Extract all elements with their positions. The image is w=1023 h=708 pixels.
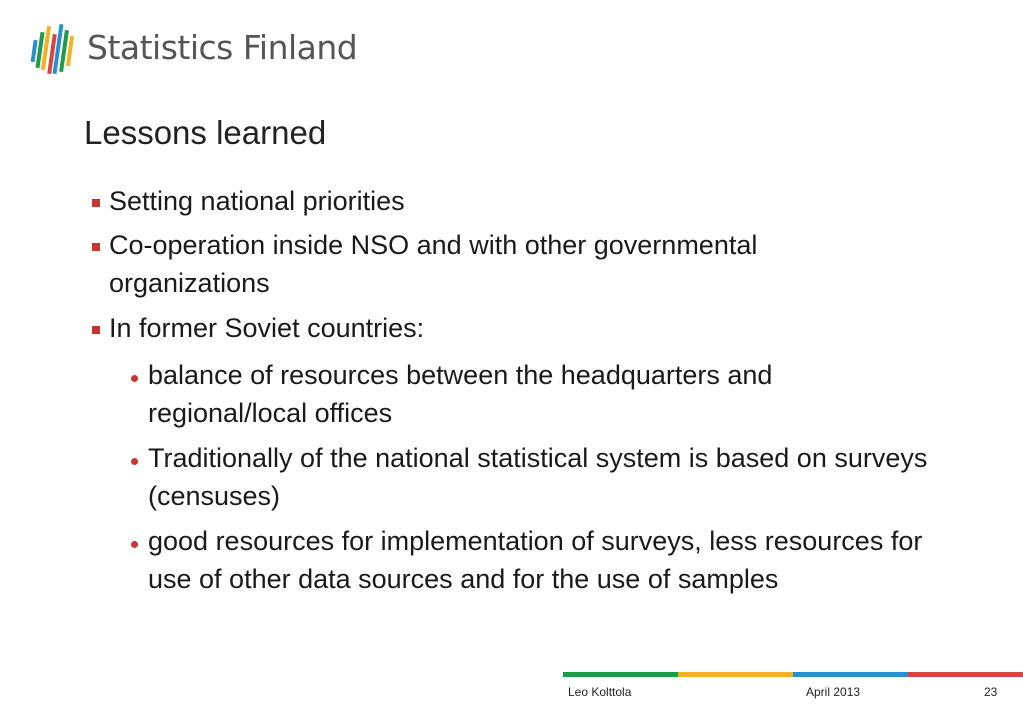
sub-bullet-item: Traditionally of the national statistical system is based on surveys (censuses) bbox=[148, 443, 928, 511]
slide-title: Lessons learned bbox=[84, 114, 327, 151]
bullet-square bbox=[92, 199, 100, 207]
statistics-finland-logo bbox=[30, 22, 80, 82]
bullet-item: In former Soviet countries: bbox=[109, 313, 425, 343]
bullet-item: Co-operation inside NSO and with other governmental organizations bbox=[109, 230, 758, 298]
sub-bullet-dot bbox=[131, 375, 138, 382]
bullet-item: Setting national priorities bbox=[109, 186, 405, 216]
footer-bar-red bbox=[908, 672, 1023, 677]
logo-text: Statistics Finland bbox=[87, 28, 358, 67]
bullet-square bbox=[92, 326, 100, 334]
sub-bullet-dot bbox=[131, 458, 138, 465]
sub-bullet-item: balance of resources between the headquarters and regional/local offices bbox=[148, 360, 773, 428]
bullet-square bbox=[92, 243, 100, 251]
sub-bullet-item: good resources for implementation of surveys, less resources for use of other data sources and for the use of samples bbox=[148, 526, 923, 594]
footer-page-number: 23 bbox=[984, 685, 998, 699]
statistics-finland-bars-icon bbox=[30, 22, 80, 82]
footer-bar-green bbox=[563, 672, 678, 677]
footer-bar-yellow bbox=[678, 672, 793, 677]
footer-date: April 2013 bbox=[806, 685, 861, 699]
footer-author: Leo Kolttola bbox=[568, 685, 632, 699]
footer-bar-blue bbox=[793, 672, 908, 677]
sub-bullet-dot bbox=[131, 541, 138, 548]
